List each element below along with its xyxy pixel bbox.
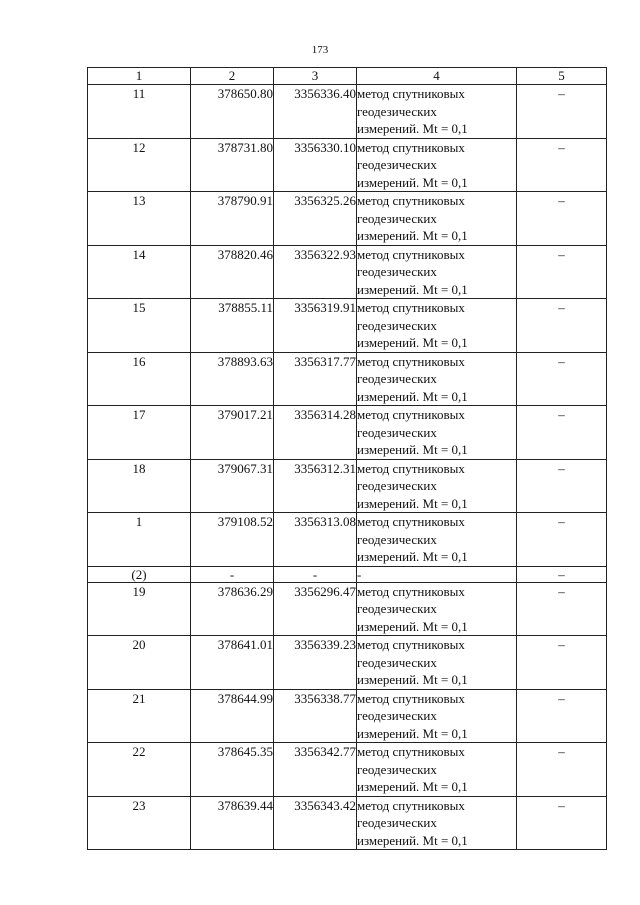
x-coordinate-cell: 378645.35 [191,743,274,797]
method-cell: метод спутниковых геодезических измерений. Mt = 0,1 [357,513,517,567]
page-number: 173 [311,44,329,56]
table-row [88,582,607,636]
y-coordinate-cell: 3356325.26 [274,192,357,246]
extra-cell: – [517,352,607,406]
y-coordinate-cell: 3356338.77 [274,689,357,743]
point-number-cell: 16 [88,352,191,406]
table-row [88,245,607,299]
method-cell: метод спутниковых геодезических измерений. Mt = 0,1 [357,459,517,513]
extra-cell: – [517,245,607,299]
column-header-3: 3 [274,68,357,85]
x-coordinate-cell: 378644.99 [191,689,274,743]
y-coordinate-cell: 3356319.91 [274,299,357,353]
point-number-cell: 1 [88,513,191,567]
table-row [88,299,607,353]
table-row [88,459,607,513]
table-row [88,689,607,743]
method-cell: метод спутниковых геодезических измерений. Mt = 0,1 [357,582,517,636]
y-coordinate-cell: 3356330.10 [274,138,357,192]
x-coordinate-cell: 378790.91 [191,192,274,246]
y-coordinate-cell: 3356313.08 [274,513,357,567]
table-row [88,796,607,850]
column-header-1: 1 [88,68,191,85]
method-cell: метод спутниковых геодезических измерений. Mt = 0,1 [357,743,517,797]
method-cell: метод спутниковых геодезических измерений. Mt = 0,1 [357,689,517,743]
y-coordinate-cell: 3356342.77 [274,743,357,797]
point-number-cell: 20 [88,636,191,690]
y-coordinate-cell: 3356314.28 [274,406,357,460]
table-group-row [88,566,607,582]
y-coordinate-cell: 3356343.42 [274,796,357,850]
y-coordinate-cell: 3356336.40 [274,85,357,139]
y-coordinate-cell: 3356322.93 [274,245,357,299]
table-row [88,513,607,567]
extra-cell: – [517,689,607,743]
point-number-cell: 11 [88,85,191,139]
point-number-cell: 12 [88,138,191,192]
table-row [88,406,607,460]
table-row [88,85,607,139]
x-coordinate-cell: 378650.80 [191,85,274,139]
extra-cell: – [517,299,607,353]
table-row [88,743,607,797]
column-header-5: 5 [517,68,607,85]
method-cell: метод спутниковых геодезических измерений. Mt = 0,1 [357,85,517,139]
extra-cell: – [517,459,607,513]
extra-cell: – [517,192,607,246]
extra-cell: – [517,566,607,582]
point-number-cell: 14 [88,245,191,299]
column-header-2: 2 [191,68,274,85]
point-number-cell: (2) [88,566,191,582]
y-coordinate-cell: 3356339.23 [274,636,357,690]
x-coordinate-cell: 379108.52 [191,513,274,567]
method-cell: метод спутниковых геодезических измерений. Mt = 0,1 [357,352,517,406]
table-row [88,138,607,192]
point-number-cell: 23 [88,796,191,850]
extra-cell: – [517,796,607,850]
y-coordinate-cell: - [274,566,357,582]
x-coordinate-cell: 379067.31 [191,459,274,513]
x-coordinate-cell: 378731.80 [191,138,274,192]
x-coordinate-cell: 378855.11 [191,299,274,353]
method-cell: метод спутниковых геодезических измерений. Mt = 0,1 [357,406,517,460]
extra-cell: – [517,85,607,139]
x-coordinate-cell: 378893.63 [191,352,274,406]
point-number-cell: 18 [88,459,191,513]
method-cell: метод спутниковых геодезических измерений. Mt = 0,1 [357,299,517,353]
table-header-row [88,68,607,85]
x-coordinate-cell: 378641.01 [191,636,274,690]
x-coordinate-cell: 378636.29 [191,582,274,636]
extra-cell: – [517,513,607,567]
y-coordinate-cell: 3356312.31 [274,459,357,513]
y-coordinate-cell: 3356317.77 [274,352,357,406]
extra-cell: – [517,582,607,636]
method-cell: метод спутниковых геодезических измерений. Mt = 0,1 [357,796,517,850]
table-row [88,636,607,690]
x-coordinate-cell: 378820.46 [191,245,274,299]
y-coordinate-cell: 3356296.47 [274,582,357,636]
table-row [88,192,607,246]
x-coordinate-cell: 378639.44 [191,796,274,850]
method-cell: метод спутниковых геодезических измерений. Mt = 0,1 [357,138,517,192]
extra-cell: – [517,636,607,690]
extra-cell: – [517,406,607,460]
column-header-4: 4 [357,68,517,85]
point-number-cell: 15 [88,299,191,353]
method-cell: метод спутниковых геодезических измерений. Mt = 0,1 [357,636,517,690]
table-body [88,85,607,850]
method-cell: - [357,566,517,582]
method-cell: метод спутниковых геодезических измерений. Mt = 0,1 [357,245,517,299]
table-row [88,352,607,406]
method-cell: метод спутниковых геодезических измерений. Mt = 0,1 [357,192,517,246]
coordinates-table [87,67,607,850]
x-coordinate-cell: - [191,566,274,582]
extra-cell: – [517,138,607,192]
point-number-cell: 22 [88,743,191,797]
point-number-cell: 17 [88,406,191,460]
x-coordinate-cell: 379017.21 [191,406,274,460]
point-number-cell: 21 [88,689,191,743]
point-number-cell: 13 [88,192,191,246]
point-number-cell: 19 [88,582,191,636]
extra-cell: – [517,743,607,797]
